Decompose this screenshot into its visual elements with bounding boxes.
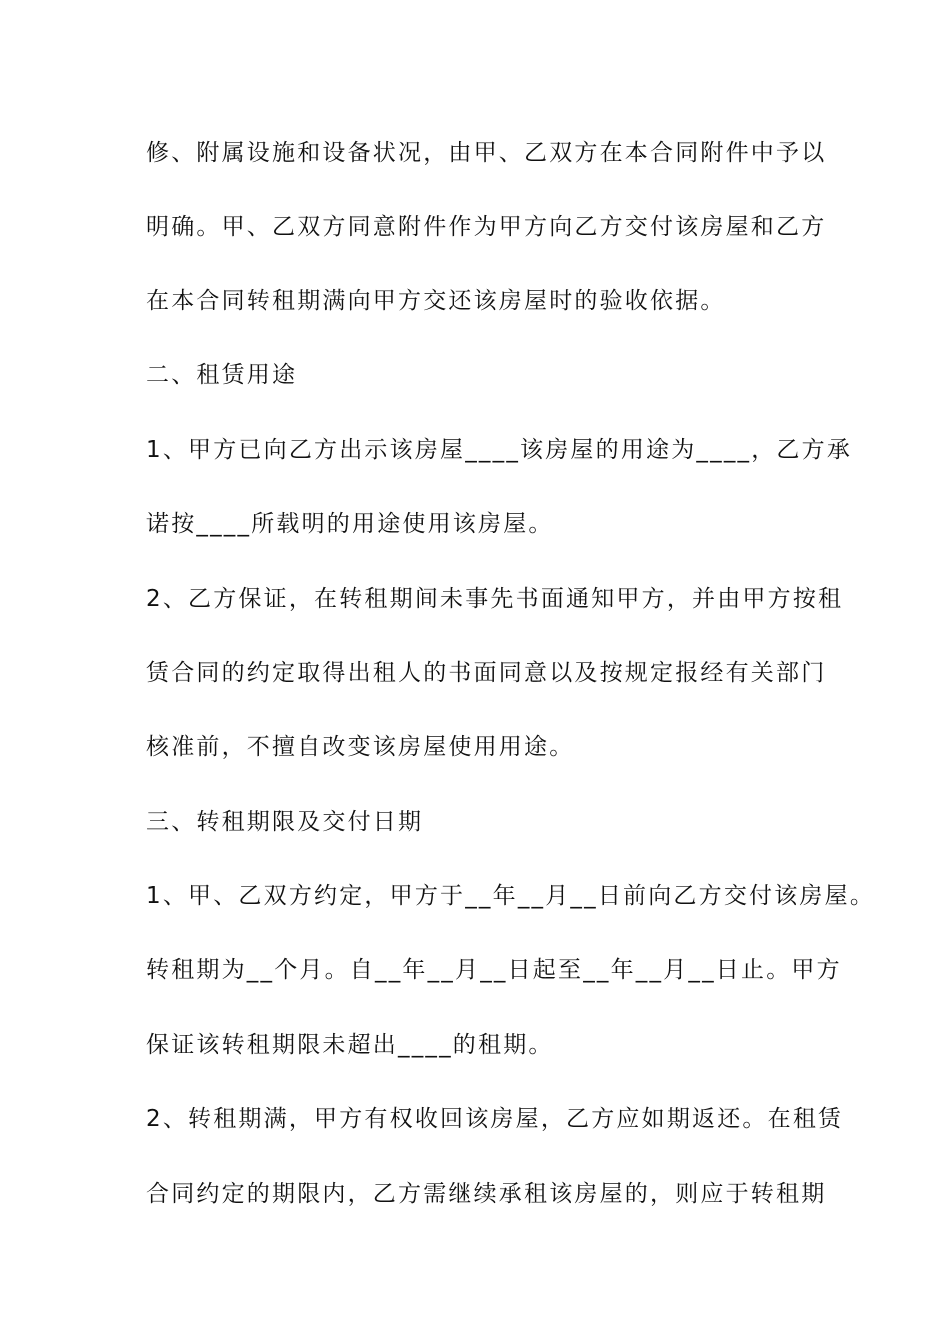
text-line-3: 在本合同转租期满向甲方交还该房屋时的验收依据。: [146, 288, 726, 314]
text-line-12: 转租期为__个月。自__年__月__日起至__年__月__日止。甲方: [146, 957, 842, 983]
section-heading-term: 三、转租期限及交付日期: [146, 809, 424, 835]
text-line-15: 合同约定的期限内，乙方需继续承租该房屋的，则应于转租期: [146, 1181, 827, 1207]
text-line-13: 保证该转租期限未超出____的租期。: [146, 1032, 554, 1058]
text-line-1: 修、附属设施和设备状况，由甲、乙双方在本合同附件中予以: [146, 140, 827, 166]
text-line-6: 诺按____所载明的用途使用该房屋。: [146, 511, 554, 537]
text-line-5: 1、甲方已向乙方出示该房屋____该房屋的用途为____，乙方承: [146, 437, 853, 463]
text-line-9: 核准前，不擅自改变该房屋使用用途。: [146, 734, 575, 760]
text-line-2: 明确。甲、乙双方同意附件作为甲方向乙方交付该房屋和乙方: [146, 214, 827, 240]
text-line-14: 2、转租期满，甲方有权收回该房屋，乙方应如期返还。在租赁: [146, 1106, 844, 1132]
text-line-8: 赁合同的约定取得出租人的书面同意以及按规定报经有关部门: [146, 660, 827, 686]
section-heading-usage: 二、租赁用途: [146, 362, 298, 388]
text-line-11: 1、甲、乙双方约定，甲方于__年__月__日前向乙方交付该房屋。: [146, 883, 876, 909]
text-line-7: 2、乙方保证，在转租期间未事先书面通知甲方，并由甲方按租: [146, 586, 844, 612]
